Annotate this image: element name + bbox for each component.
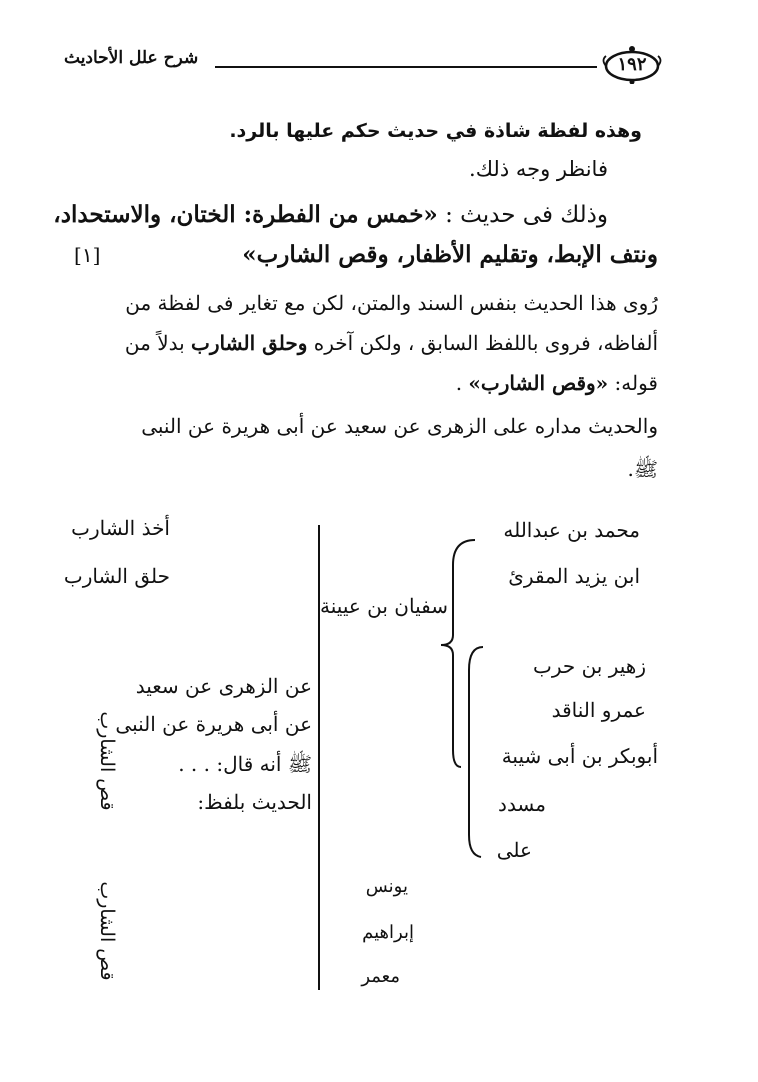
left-middle-line-1: عن الزهرى عن سعيد: [135, 674, 312, 698]
hadith-text: «خمس من الفطرة: الختان، والاستحداد،: [53, 201, 438, 228]
lower-narrator-4: مسدد: [498, 792, 546, 816]
hadith-line-2: ونتف الإبط، وتقليم الأظفار، وقص الشارب»: [242, 241, 658, 268]
other-narrator-1: يونس: [365, 876, 408, 897]
other-narrator-3: معمر: [361, 966, 400, 987]
lower-narrator-3: أبوبكر بن أبى شيبة: [501, 744, 658, 768]
page-number-badge: [600, 44, 664, 84]
brace-icon: [435, 535, 485, 865]
left-middle-line-2: عن أبى هريرة عن النبى: [115, 712, 312, 736]
left-middle-line-3: ﷺ أنه قال: . . .: [178, 752, 312, 776]
other-narrator-2: إبراهيم: [362, 922, 414, 943]
footnote-ref: [١]: [74, 243, 101, 267]
book-title: شرح علل الأحاديث: [64, 48, 199, 68]
upper-narrator-2: ابن يزيد المقرئ: [508, 564, 640, 588]
statement-line: وهذه لفظة شاذة في حديث حكم عليها بالرد.: [229, 120, 642, 142]
narration-text-3b: «وقص الشارب»: [468, 371, 609, 395]
vertical-label-lower: قص الشارب: [96, 881, 118, 981]
isnad-line-1: والحديث مداره على الزهرى عن سعيد عن أبى هريرة عن النبى: [141, 414, 658, 438]
narration-text-3a: قوله:: [614, 371, 658, 395]
narration-text-a: ألفاظه، فروى باللفظ السابق ، ولكن آخره: [313, 331, 658, 355]
narration-text-c: بدلاً من: [124, 331, 185, 355]
left-middle-line-4: الحديث بلفظ:: [197, 790, 312, 814]
left-top-label-2: حلق الشارب: [63, 564, 170, 588]
look-line: فانظر وجه ذلك.: [469, 157, 608, 181]
narration-line-1: رُوى هذا الحديث بنفس السند والمتن، لكن مع تغاير فى لفظة من: [125, 291, 658, 315]
hadith-intro: وذلك فى حديث :: [445, 202, 608, 228]
isnad-line-2: ﷺ.: [627, 457, 658, 481]
vertical-label-upper: قص الشارب: [96, 711, 118, 811]
lower-narrator-1: زهير بن حرب: [532, 654, 646, 678]
left-top-label-1: أخذ الشارب: [71, 516, 170, 540]
lower-narrator-2: عمرو الناقد: [551, 698, 646, 722]
center-node: سفيان بن عيينة: [320, 594, 448, 618]
narration-line-2: [125, 322, 658, 365]
lower-narrator-5: على: [496, 838, 532, 862]
page-number: ١٩٢: [617, 54, 647, 75]
narration-text-b: وحلق الشارب: [191, 331, 308, 355]
narration-line-3: [456, 362, 658, 405]
hadith-line-1: [53, 193, 608, 237]
header-rule: [215, 66, 597, 68]
upper-narrator-1: محمد بن عبدالله: [503, 518, 640, 542]
narration-text-3c: .: [455, 371, 463, 395]
